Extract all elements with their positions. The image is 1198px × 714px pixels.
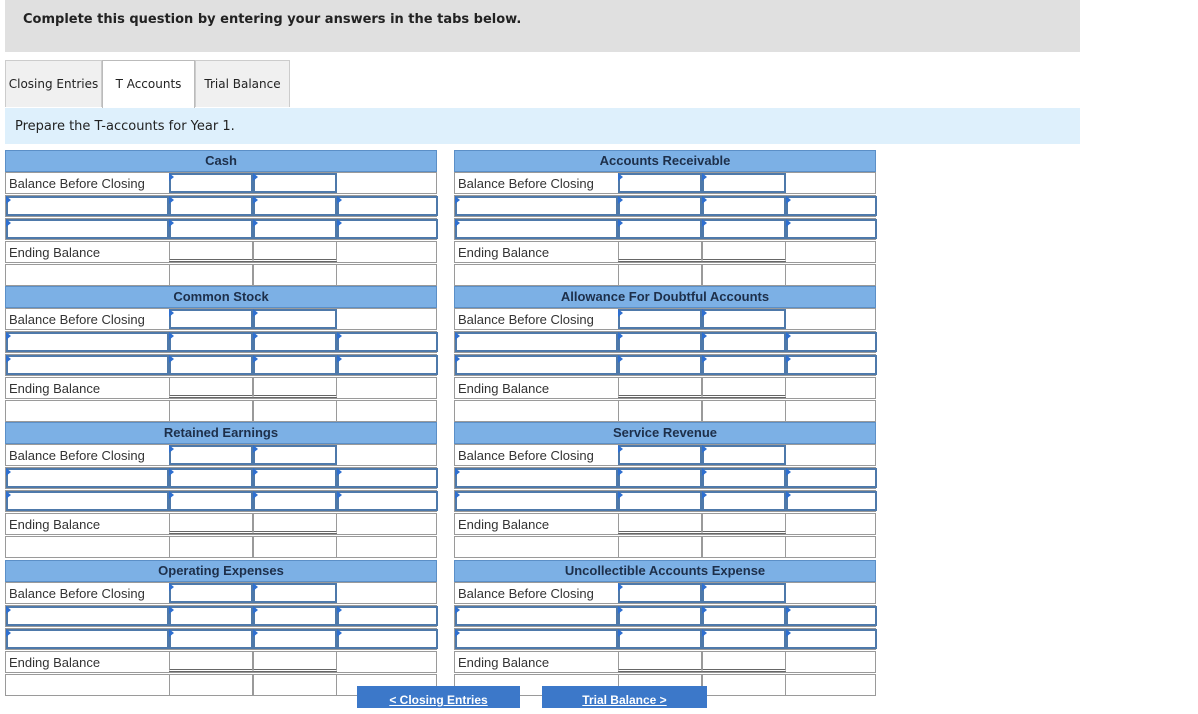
dropdown-marker-icon (702, 309, 707, 317)
ending-balance-label: Ending Balance (9, 245, 101, 260)
balance-before-closing-label: Balance Before Closing (458, 586, 594, 601)
reference-input[interactable] (786, 355, 877, 375)
dropdown-marker-icon (702, 583, 707, 591)
credit-input[interactable] (253, 583, 337, 603)
account-name-input[interactable] (6, 468, 169, 488)
ending-balance-value (253, 265, 337, 285)
dropdown-marker-icon (786, 332, 791, 340)
balance-before-closing-label: Balance Before Closing (9, 586, 145, 601)
dropdown-marker-icon (702, 445, 707, 453)
dropdown-marker-icon (169, 606, 174, 614)
debit-input[interactable] (169, 332, 253, 352)
debit-input[interactable] (169, 629, 253, 649)
credit-input[interactable] (702, 629, 786, 649)
t-account-row (5, 651, 437, 673)
dropdown-marker-icon (337, 196, 342, 204)
balance-before-closing-label: Balance Before Closing (9, 176, 145, 191)
t-account-row (454, 513, 876, 535)
credit-input[interactable] (253, 173, 337, 193)
credit-input[interactable] (702, 468, 786, 488)
credit-input[interactable] (702, 491, 786, 511)
dropdown-marker-icon (786, 196, 791, 204)
account-name-input[interactable] (455, 491, 618, 511)
dropdown-marker-icon (786, 219, 791, 227)
dropdown-marker-icon (6, 468, 11, 476)
reference-input[interactable] (337, 332, 438, 352)
dropdown-marker-icon (702, 629, 707, 637)
t-account-row (454, 354, 876, 376)
dropdown-marker-icon (455, 332, 460, 340)
ending-balance-value (702, 378, 786, 398)
account-title: Cash (5, 150, 437, 172)
prompt-text: Prepare the T-accounts for Year 1. (15, 119, 235, 134)
ending-balance-value (169, 514, 253, 534)
dropdown-marker-icon (455, 491, 460, 499)
dropdown-marker-icon (169, 583, 174, 591)
credit-input[interactable] (253, 219, 337, 239)
account-title: Common Stock (5, 286, 437, 308)
account-name-input[interactable] (6, 606, 169, 626)
ending-balance-value (169, 652, 253, 672)
ending-balance-value (618, 378, 702, 398)
debit-input[interactable] (169, 173, 253, 193)
account-name-input[interactable] (455, 606, 618, 626)
t-account-row (454, 172, 876, 194)
ending-balance-value (702, 242, 786, 262)
credit-input[interactable] (253, 445, 337, 465)
credit-input[interactable] (253, 355, 337, 375)
dropdown-marker-icon (455, 196, 460, 204)
dropdown-marker-icon (702, 332, 707, 340)
ending-balance-label: Ending Balance (9, 655, 101, 670)
credit-input[interactable] (702, 583, 786, 603)
t-account-row (5, 264, 437, 286)
ending-balance-label: Ending Balance (458, 381, 550, 396)
account-name-input[interactable] (455, 355, 618, 375)
dropdown-marker-icon (6, 332, 11, 340)
t-account-row (5, 605, 437, 627)
dropdown-marker-icon (6, 196, 11, 204)
reference-input[interactable] (786, 219, 877, 239)
t-account-row (5, 195, 437, 217)
ending-balance-value (253, 652, 337, 672)
dropdown-marker-icon (618, 606, 623, 614)
t-account-row (5, 513, 437, 535)
credit-input[interactable] (253, 491, 337, 511)
debit-input[interactable] (618, 583, 702, 603)
dropdown-marker-icon (6, 355, 11, 363)
dropdown-marker-icon (169, 219, 174, 227)
dropdown-marker-icon (253, 629, 258, 637)
dropdown-marker-icon (169, 491, 174, 499)
account-title: Allowance For Doubtful Accounts (454, 286, 876, 308)
tab-trial-balance[interactable]: Trial Balance (195, 60, 290, 107)
t-account-row (454, 218, 876, 240)
account-name-input[interactable] (6, 491, 169, 511)
ending-balance-label: Ending Balance (9, 381, 101, 396)
credit-input[interactable] (702, 332, 786, 352)
ending-balance-value (702, 514, 786, 534)
credit-input[interactable] (702, 445, 786, 465)
dropdown-marker-icon (786, 468, 791, 476)
t-account-row (5, 377, 437, 399)
balance-before-closing-label: Balance Before Closing (458, 448, 594, 463)
ending-balance-value (253, 242, 337, 262)
dropdown-marker-icon (618, 583, 623, 591)
debit-input[interactable] (618, 491, 702, 511)
prompt-bar (5, 108, 1080, 144)
t-account-row (454, 467, 876, 489)
dropdown-marker-icon (618, 219, 623, 227)
tab-t-accounts[interactable]: T Accounts (102, 60, 195, 109)
reference-input[interactable] (337, 219, 438, 239)
debit-input[interactable] (169, 196, 253, 216)
dropdown-marker-icon (618, 445, 623, 453)
t-account-row (454, 628, 876, 650)
ending-balance-label: Ending Balance (458, 655, 550, 670)
reference-input[interactable] (337, 629, 438, 649)
t-account-row (454, 400, 876, 422)
t-account-row (5, 241, 437, 263)
debit-input[interactable] (169, 219, 253, 239)
t-account-row (454, 651, 876, 673)
account-title: Uncollectible Accounts Expense (454, 560, 876, 582)
t-account-row (5, 490, 437, 512)
ending-balance-label: Ending Balance (458, 245, 550, 260)
debit-input[interactable] (618, 629, 702, 649)
t-account-row (5, 218, 437, 240)
debit-input[interactable] (618, 468, 702, 488)
ending-balance-value (253, 537, 337, 557)
ending-balance-label: Ending Balance (9, 517, 101, 532)
dropdown-marker-icon (455, 355, 460, 363)
dropdown-marker-icon (253, 355, 258, 363)
debit-input[interactable] (169, 445, 253, 465)
ending-balance-value (169, 378, 253, 398)
dropdown-marker-icon (253, 606, 258, 614)
t-account-row (5, 308, 437, 330)
debit-input[interactable] (169, 583, 253, 603)
credit-input[interactable] (253, 309, 337, 329)
credit-input[interactable] (253, 606, 337, 626)
t-account-row (454, 536, 876, 558)
instruction-text: Complete this question by entering your answers in the tabs below. (23, 12, 522, 27)
dropdown-marker-icon (169, 468, 174, 476)
dropdown-marker-icon (169, 173, 174, 181)
debit-input[interactable] (618, 173, 702, 193)
debit-input[interactable] (618, 445, 702, 465)
ending-balance-value (618, 652, 702, 672)
credit-input[interactable] (253, 468, 337, 488)
dropdown-marker-icon (618, 629, 623, 637)
dropdown-marker-icon (618, 468, 623, 476)
dropdown-marker-icon (618, 355, 623, 363)
ending-balance-value (618, 401, 702, 421)
dropdown-marker-icon (702, 219, 707, 227)
dropdown-marker-icon (253, 583, 258, 591)
tab-bar (5, 60, 1080, 109)
debit-input[interactable] (169, 491, 253, 511)
ending-balance-value (253, 514, 337, 534)
balance-before-closing-label: Balance Before Closing (458, 176, 594, 191)
ending-balance-value (253, 675, 337, 695)
credit-input[interactable] (702, 606, 786, 626)
credit-input[interactable] (253, 629, 337, 649)
reference-input[interactable] (786, 629, 877, 649)
dropdown-marker-icon (618, 309, 623, 317)
reference-input[interactable] (786, 196, 877, 216)
ending-balance-value (702, 401, 786, 421)
instruction-banner (5, 0, 1080, 52)
ending-balance-value (618, 265, 702, 285)
t-account-row (5, 354, 437, 376)
account-name-input[interactable] (455, 332, 618, 352)
ending-balance-value (253, 378, 337, 398)
ending-balance-label: Ending Balance (458, 517, 550, 532)
t-account-row (454, 264, 876, 286)
reference-input[interactable] (337, 355, 438, 375)
t-account-row (454, 605, 876, 627)
next-trial-balance-button[interactable]: Trial Balance > (542, 686, 707, 708)
t-account-row (454, 308, 876, 330)
debit-input[interactable] (618, 196, 702, 216)
debit-input[interactable] (618, 219, 702, 239)
debit-input[interactable] (618, 355, 702, 375)
dropdown-marker-icon (786, 491, 791, 499)
t-account-row (454, 241, 876, 263)
ending-balance-value (169, 537, 253, 557)
dropdown-marker-icon (253, 491, 258, 499)
credit-input[interactable] (253, 332, 337, 352)
credit-input[interactable] (702, 219, 786, 239)
credit-input[interactable] (702, 309, 786, 329)
dropdown-marker-icon (169, 445, 174, 453)
account-name-input[interactable] (6, 629, 169, 649)
dropdown-marker-icon (618, 332, 623, 340)
dropdown-marker-icon (702, 468, 707, 476)
dropdown-marker-icon (253, 196, 258, 204)
dropdown-marker-icon (253, 173, 258, 181)
debit-input[interactable] (169, 355, 253, 375)
dropdown-marker-icon (6, 219, 11, 227)
reference-input[interactable] (786, 332, 877, 352)
ending-balance-value (169, 401, 253, 421)
ending-balance-value (702, 652, 786, 672)
account-name-input[interactable] (455, 196, 618, 216)
balance-before-closing-label: Balance Before Closing (458, 312, 594, 327)
account-title: Accounts Receivable (454, 150, 876, 172)
dropdown-marker-icon (702, 355, 707, 363)
ending-balance-value (618, 537, 702, 557)
credit-input[interactable] (253, 196, 337, 216)
account-name-input[interactable] (455, 629, 618, 649)
dropdown-marker-icon (455, 606, 460, 614)
dropdown-marker-icon (6, 606, 11, 614)
t-account-row (5, 582, 437, 604)
debit-input[interactable] (169, 468, 253, 488)
dropdown-marker-icon (169, 309, 174, 317)
dropdown-marker-icon (618, 491, 623, 499)
t-account-row (5, 467, 437, 489)
account-title: Retained Earnings (5, 422, 437, 444)
ending-balance-value (169, 265, 253, 285)
dropdown-marker-icon (455, 468, 460, 476)
dropdown-marker-icon (337, 219, 342, 227)
t-account-row (454, 331, 876, 353)
ending-balance-value (169, 675, 253, 695)
reference-input[interactable] (337, 491, 438, 511)
ending-balance-value (253, 401, 337, 421)
debit-input[interactable] (618, 332, 702, 352)
reference-input[interactable] (786, 491, 877, 511)
dropdown-marker-icon (169, 196, 174, 204)
dropdown-marker-icon (169, 355, 174, 363)
dropdown-marker-icon (702, 491, 707, 499)
dropdown-marker-icon (618, 173, 623, 181)
dropdown-marker-icon (618, 196, 623, 204)
dropdown-marker-icon (337, 468, 342, 476)
ending-balance-value (702, 265, 786, 285)
t-account-row (5, 331, 437, 353)
account-name-input[interactable] (6, 332, 169, 352)
debit-input[interactable] (618, 309, 702, 329)
ending-balance-value (702, 537, 786, 557)
ending-balance-value (618, 514, 702, 534)
account-name-input[interactable] (6, 219, 169, 239)
dropdown-marker-icon (786, 629, 791, 637)
dropdown-marker-icon (337, 491, 342, 499)
dropdown-marker-icon (253, 219, 258, 227)
ending-balance-value (618, 242, 702, 262)
dropdown-marker-icon (337, 355, 342, 363)
balance-before-closing-label: Balance Before Closing (9, 448, 145, 463)
dropdown-marker-icon (702, 196, 707, 204)
dropdown-marker-icon (6, 491, 11, 499)
dropdown-marker-icon (786, 355, 791, 363)
tab-closing-entries[interactable]: Closing Entries (5, 60, 102, 107)
debit-input[interactable] (169, 606, 253, 626)
dropdown-marker-icon (253, 309, 258, 317)
credit-input[interactable] (702, 196, 786, 216)
dropdown-marker-icon (786, 606, 791, 614)
t-account-row (5, 172, 437, 194)
dropdown-marker-icon (337, 629, 342, 637)
t-account-row (454, 490, 876, 512)
dropdown-marker-icon (337, 606, 342, 614)
dropdown-marker-icon (455, 219, 460, 227)
t-account-row (5, 400, 437, 422)
account-title: Service Revenue (454, 422, 876, 444)
dropdown-marker-icon (337, 332, 342, 340)
balance-before-closing-label: Balance Before Closing (9, 312, 145, 327)
account-name-input[interactable] (6, 355, 169, 375)
t-account-row (5, 536, 437, 558)
account-title: Operating Expenses (5, 560, 437, 582)
reference-input[interactable] (786, 606, 877, 626)
prev-closing-entries-button[interactable]: < Closing Entries (357, 686, 520, 708)
credit-input[interactable] (702, 355, 786, 375)
debit-input[interactable] (618, 606, 702, 626)
ending-balance-value (702, 675, 786, 695)
reference-input[interactable] (337, 196, 438, 216)
dropdown-marker-icon (702, 173, 707, 181)
dropdown-marker-icon (253, 468, 258, 476)
account-name-input[interactable] (455, 468, 618, 488)
t-account-row (454, 377, 876, 399)
dropdown-marker-icon (455, 629, 460, 637)
credit-input[interactable] (702, 173, 786, 193)
t-account-row (5, 628, 437, 650)
dropdown-marker-icon (253, 445, 258, 453)
t-account-row (454, 444, 876, 466)
dropdown-marker-icon (253, 332, 258, 340)
dropdown-marker-icon (169, 332, 174, 340)
debit-input[interactable] (169, 309, 253, 329)
dropdown-marker-icon (6, 629, 11, 637)
account-name-input[interactable] (455, 219, 618, 239)
reference-input[interactable] (786, 468, 877, 488)
reference-input[interactable] (337, 468, 438, 488)
account-name-input[interactable] (6, 196, 169, 216)
dropdown-marker-icon (169, 629, 174, 637)
t-account-row (454, 582, 876, 604)
t-account-row (454, 195, 876, 217)
reference-input[interactable] (337, 606, 438, 626)
dropdown-marker-icon (702, 606, 707, 614)
ending-balance-value (169, 242, 253, 262)
t-account-row (5, 444, 437, 466)
